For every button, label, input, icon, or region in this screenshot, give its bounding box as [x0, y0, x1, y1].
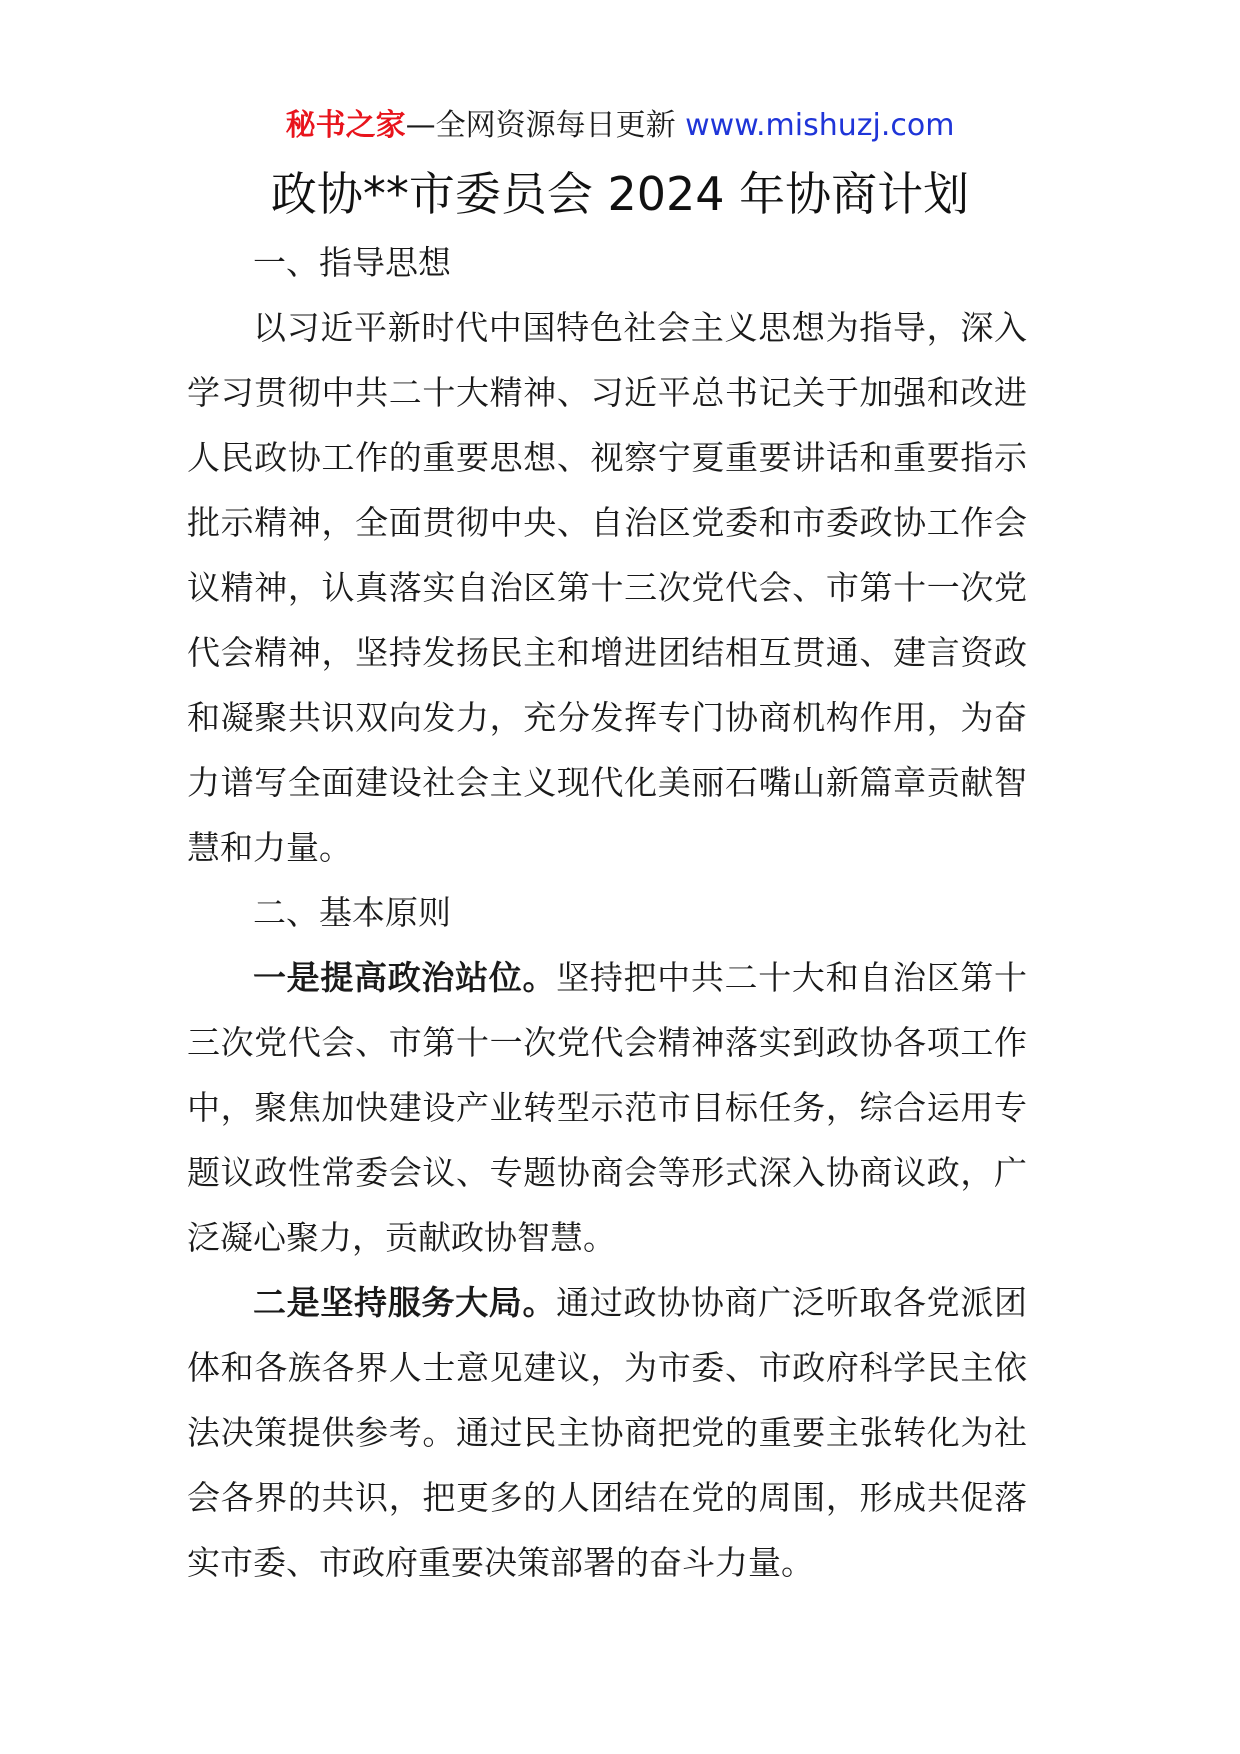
site-url-link[interactable]: www.mishuzj.com: [685, 108, 955, 143]
principle-1-lead: 一是提高政治站位。: [253, 958, 557, 997]
brand-name: 秘书之家: [285, 108, 406, 143]
paragraph-principle-2: [187, 1270, 1027, 1595]
paragraph-principle-1: [187, 945, 1027, 1270]
document-title: 政协**市委员会 2024 年协商计划: [270, 167, 970, 221]
site-header: [0, 104, 1240, 148]
section-heading-principles: 二、基本原则: [253, 893, 451, 932]
paragraph-guiding: 以习近平新时代中国特色社会主义思想为指导，深入学习贯彻中共二十大精神、习近平总书记关于加强和改进人民政协工作的重要思想、视察宁夏重要讲话和重要指示批示精神，全面贯彻中央、自治区党委和市委政协工作会议精神，认真落实自治区第十三次党代会、市第十一次党代会精神，坚持发扬民主和增进团结相互贯通、建言资政和凝聚共识双向发力，充分发挥专门协商机构作用，为奋力谱写全面建设社会主义现代化美丽石嘴山新篇章贡献智慧和力量。: [187, 308, 1027, 867]
header-tagline: —全网资源每日更新: [405, 108, 686, 143]
principle-2-text: 通过政协协商广泛听取各党派团体和各族各界人士意见建议，为市委、市政府科学民主依法决策提供参考。通过民主协商把党的重要主张转化为社会各界的共识，把更多的人团结在党的周围，形成共促落实市委、市政府重要决策部署的奋斗力量。: [187, 1283, 1028, 1582]
section-heading-guiding: 一、指导思想: [253, 243, 451, 282]
principle-2-lead: 二是坚持服务大局。: [253, 1283, 557, 1322]
document-body: [187, 230, 1027, 1595]
principle-1-text: 坚持把中共二十大和自治区第十三次党代会、市第十一次党代会精神落实到政协各项工作中，聚焦加快建设产业转型示范市目标任务，综合运用专题议政性常委会议、专题协商会等形式深入协商议政，广泛凝心聚力，贡献政协智慧。: [187, 958, 1028, 1257]
